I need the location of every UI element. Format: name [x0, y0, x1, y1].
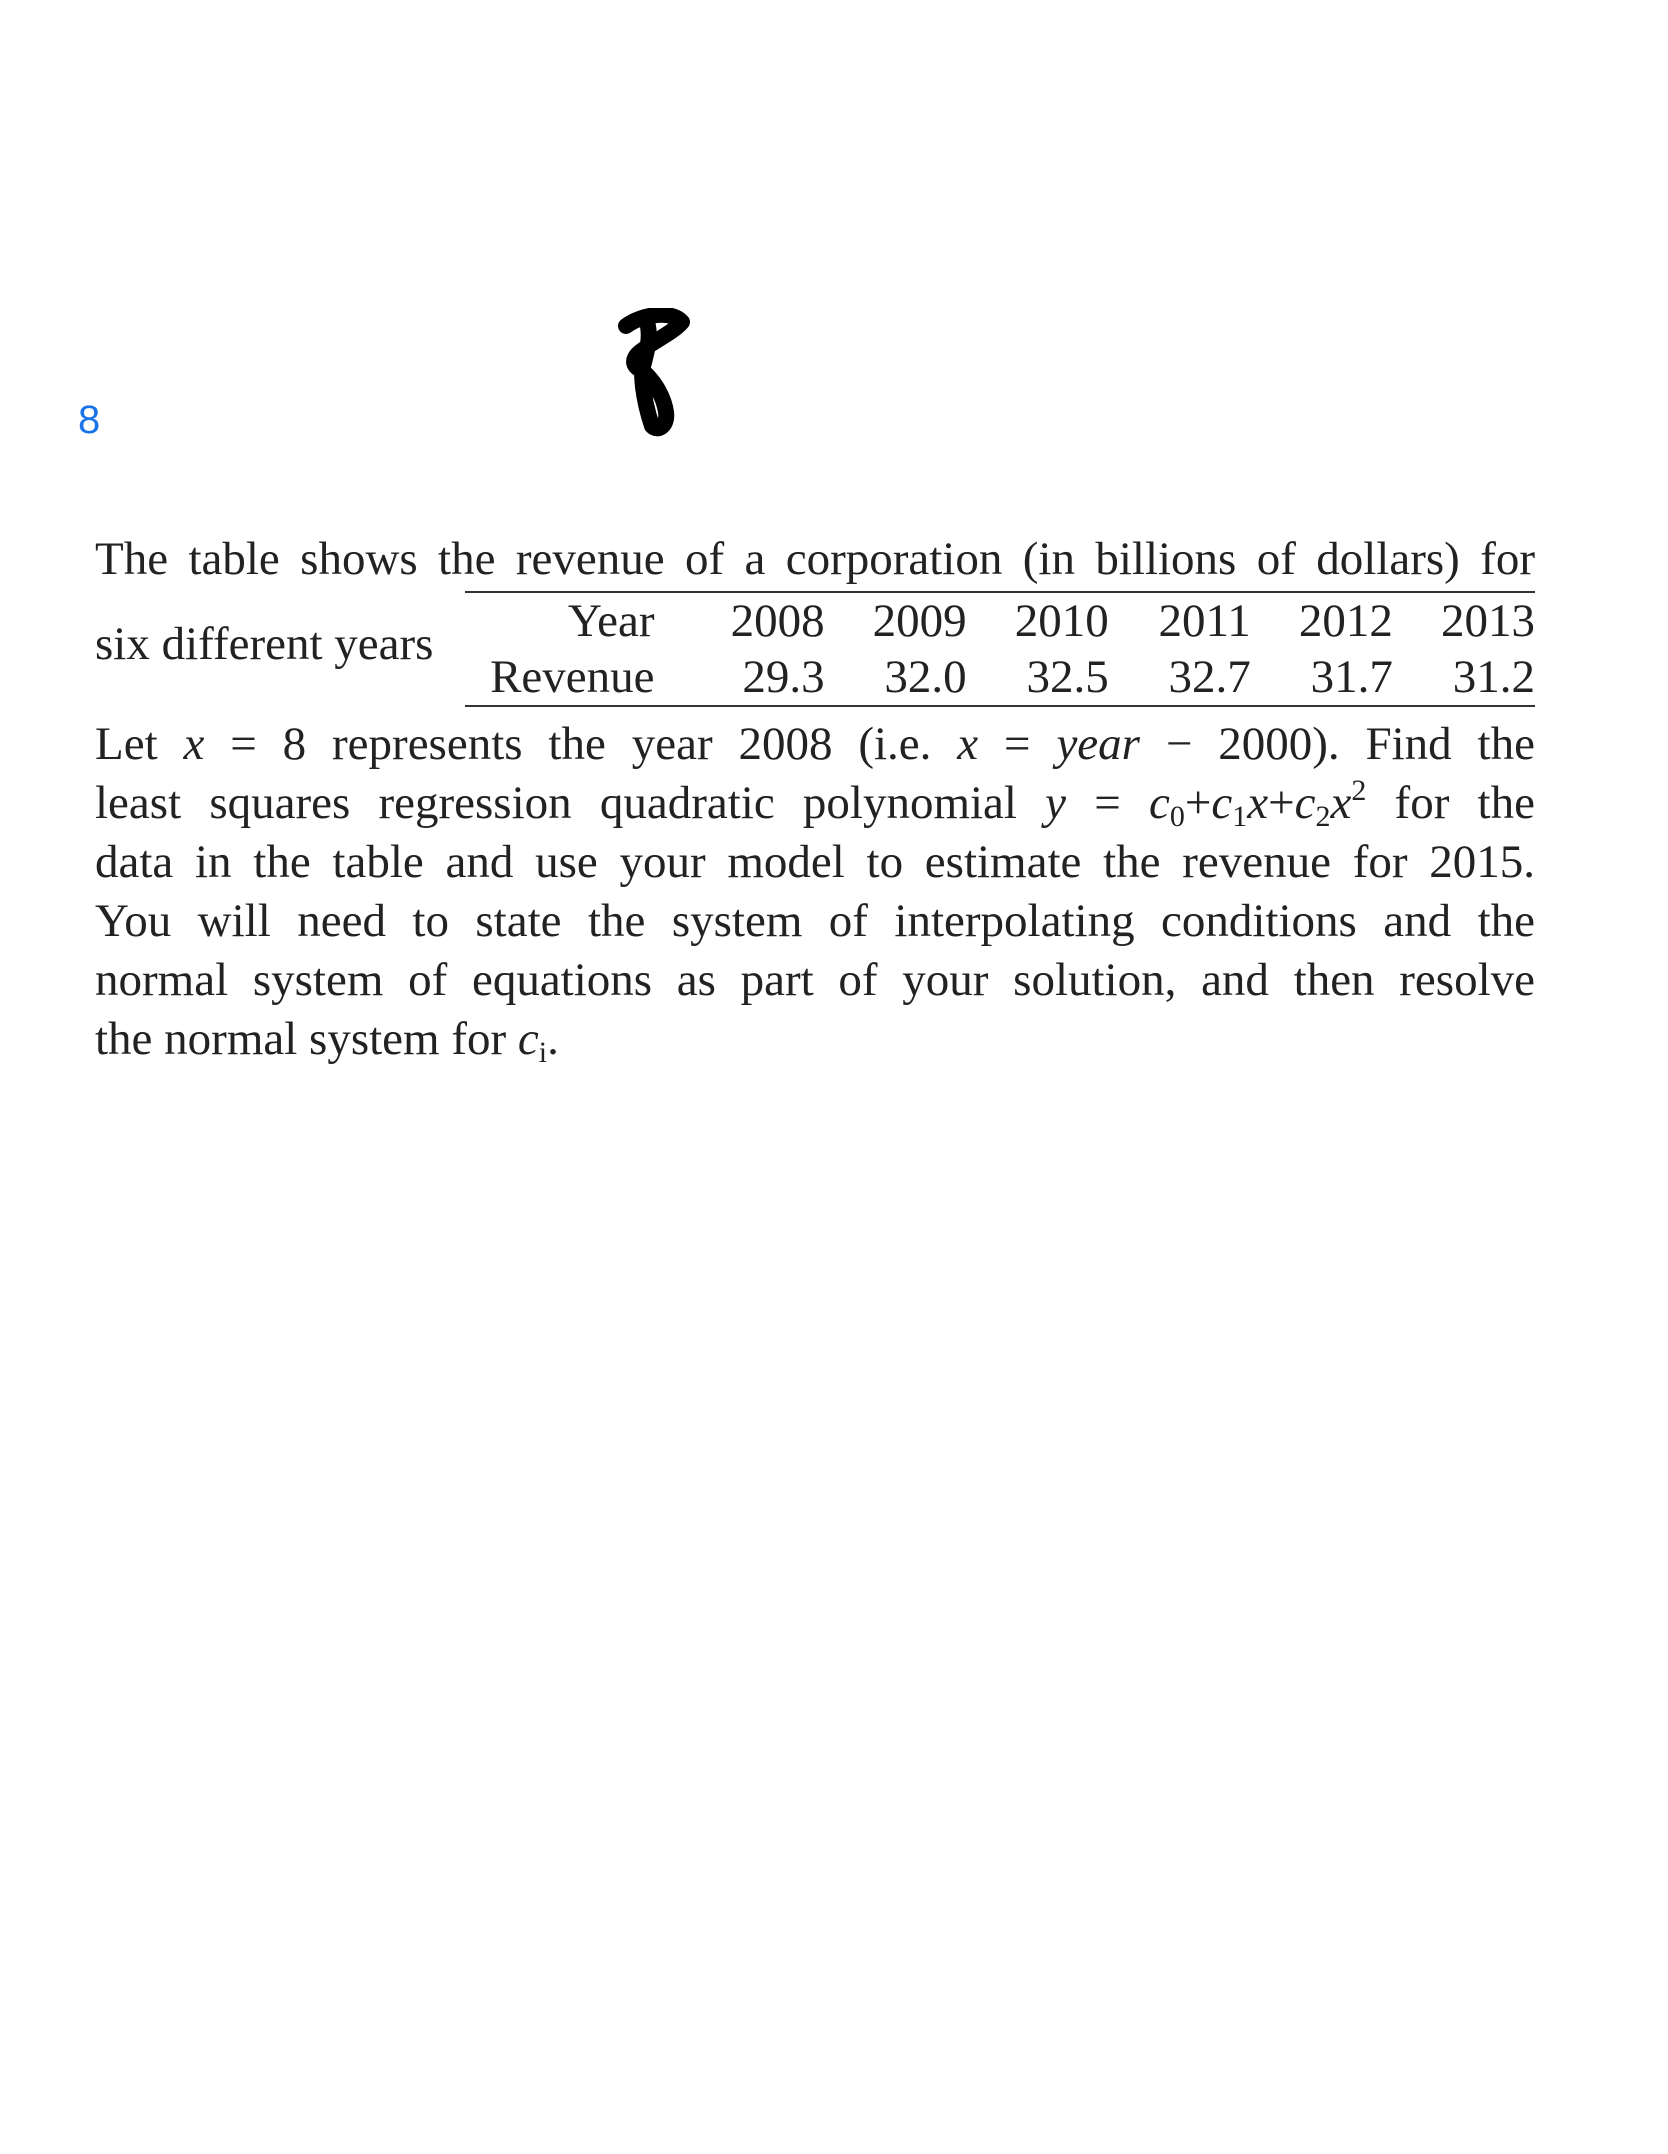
revenue-table: [465, 591, 1535, 707]
math-superscript: 2: [1351, 774, 1367, 807]
math-operator: +: [1184, 777, 1212, 829]
table-lead-text: six different years: [95, 618, 434, 670]
table-row-year: [465, 592, 1535, 649]
text-fragment: = 8 represents the year 2008 (i.e.: [204, 718, 958, 770]
text-fragment: Let: [95, 718, 184, 770]
math-variable: year: [1056, 718, 1140, 770]
math-variable: c: [517, 1013, 539, 1065]
body-line-3: data in the table and use your model to estimate the revenue for 2015.: [95, 836, 1535, 888]
text-fragment: .: [547, 1013, 559, 1065]
problem-intro: The table shows the revenue of a corporation (in billions of dollars) for: [95, 533, 1535, 585]
math-subscript: 2: [1315, 800, 1331, 833]
page-number: 8: [78, 398, 101, 442]
math-variable: c: [1294, 777, 1316, 829]
math-subscript: 0: [1169, 800, 1185, 833]
revenue-cell: 29.3: [742, 651, 825, 703]
text-fragment: the normal system for: [95, 1013, 518, 1065]
body-line-2: [95, 774, 1535, 833]
year-cell: 2011: [1158, 595, 1251, 647]
revenue-cell: 32.5: [1026, 651, 1109, 703]
handwritten-eight-mark: [612, 308, 692, 438]
revenue-cell: 31.7: [1310, 651, 1393, 703]
revenue-cell: 32.7: [1168, 651, 1251, 703]
year-cell: 2012: [1298, 595, 1393, 647]
problem-body: [95, 715, 1535, 1069]
row-header-revenue: Revenue: [490, 651, 655, 703]
revenue-cell: 32.0: [884, 651, 967, 703]
year-cell: 2009: [872, 595, 967, 647]
row-header-year: Year: [567, 595, 655, 647]
math-subscript: i: [538, 1036, 548, 1069]
year-cell: 2010: [1014, 595, 1109, 647]
problem-statement: [95, 530, 1535, 1069]
body-line-4: You will need to state the system of interpolating conditions and the: [95, 895, 1535, 947]
math-variable: x: [1247, 777, 1269, 829]
math-variable: x: [1330, 777, 1352, 829]
table-block: [95, 587, 1535, 707]
math-variable: c: [1148, 777, 1170, 829]
math-subscript: 1: [1232, 800, 1248, 833]
text-fragment: − 2000). Find the: [1139, 718, 1535, 770]
text-fragment: for the: [1366, 777, 1535, 829]
year-cell: 2008: [730, 595, 825, 647]
math-operator: +: [1268, 777, 1295, 829]
text-fragment: least squares regression quadratic polynomial: [95, 777, 1046, 829]
body-line-6: [95, 1010, 1535, 1069]
year-cell: 2013: [1441, 595, 1535, 647]
math-variable: x: [957, 718, 979, 770]
math-variable: y: [1045, 777, 1067, 829]
body-line-5: normal system of equations as part of your solution, and then resolve: [95, 954, 1535, 1006]
text-fragment: =: [1066, 777, 1149, 829]
text-fragment: =: [978, 718, 1057, 770]
math-variable: c: [1211, 777, 1233, 829]
math-variable: x: [183, 718, 205, 770]
table-row-revenue: [465, 649, 1535, 706]
revenue-cell: 31.2: [1452, 651, 1535, 703]
body-line-1: [95, 715, 1535, 774]
